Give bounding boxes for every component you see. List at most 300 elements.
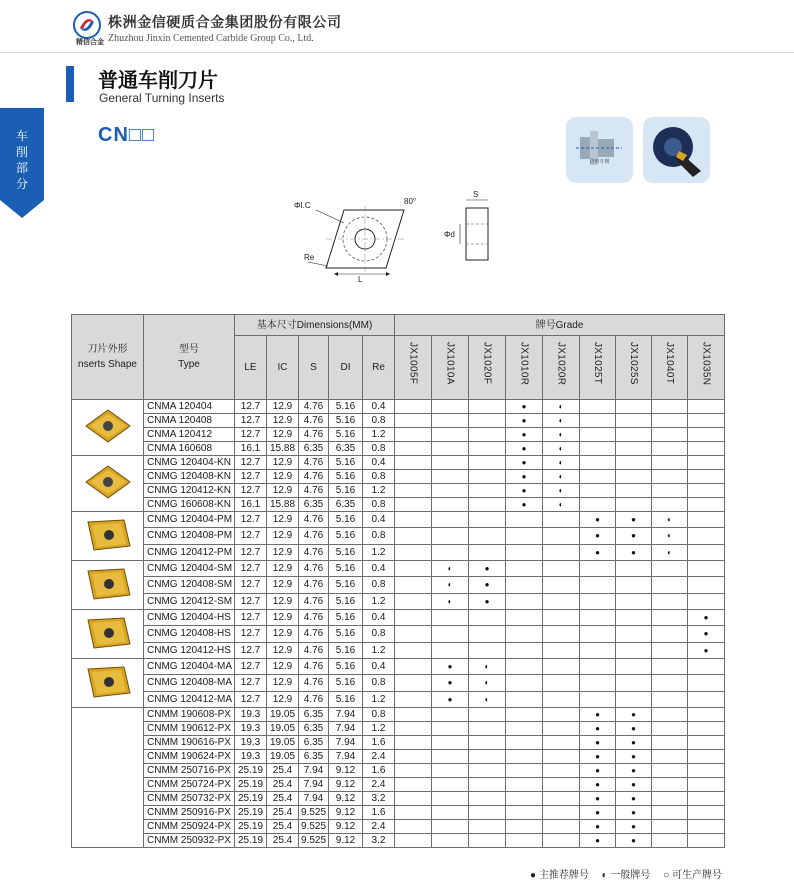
grade-mark-cell	[469, 610, 506, 626]
re-label: Re	[304, 253, 315, 262]
dimension-cell: 25.4	[267, 792, 299, 806]
grade-mark-cell	[395, 778, 432, 792]
dimension-cell: 5.16	[329, 577, 363, 593]
type-cell: CNMG 120404-MA	[144, 659, 235, 675]
dimension-cell: 5.16	[329, 428, 363, 442]
grade-mark-cell	[688, 792, 725, 806]
grade-mark-cell: ●	[616, 764, 652, 778]
grade-mark-cell: ●	[506, 456, 543, 470]
dimension-cell: 4.76	[299, 626, 329, 642]
dimension-cell: 12.9	[267, 456, 299, 470]
grade-mark-cell	[469, 442, 506, 456]
dimension-cell: 5.16	[329, 659, 363, 675]
dimension-cell: 12.7	[235, 691, 267, 707]
grade-mark-cell	[652, 428, 688, 442]
grade-mark-cell	[543, 626, 580, 642]
grade-mark-cell	[395, 675, 432, 691]
grade-mark-cell: ●	[506, 442, 543, 456]
dimension-cell: 12.7	[235, 400, 267, 414]
dimension-cell: 5.16	[329, 691, 363, 707]
tool-holder-illustration	[643, 117, 710, 183]
table-row	[72, 675, 725, 691]
type-cell: CNMM 250724-PX	[144, 778, 235, 792]
grade-mark-cell	[395, 834, 432, 848]
grade-mark-cell	[432, 750, 469, 764]
grade-mark-cell	[469, 498, 506, 512]
grade-mark-cell: ◐	[543, 400, 580, 414]
dimension-cell: 0.8	[363, 577, 395, 593]
grade-mark-cell	[395, 750, 432, 764]
dimension-cell: 12.9	[267, 561, 299, 577]
dimension-cell: 12.9	[267, 528, 299, 544]
grade-mark-cell	[652, 642, 688, 658]
section-side-tab-tip	[0, 200, 44, 218]
table-row	[72, 659, 725, 675]
grade-mark-cell	[616, 642, 652, 658]
dimension-cell: 5.16	[329, 400, 363, 414]
dimension-cell: 6.35	[299, 722, 329, 736]
grade-mark-cell	[543, 577, 580, 593]
page-title-en: General Turning Inserts	[99, 91, 225, 105]
grade-mark-cell	[688, 442, 725, 456]
grade-mark-cell	[580, 659, 616, 675]
grade-mark-cell: ●	[580, 792, 616, 806]
grade-mark-cell: ●	[506, 470, 543, 484]
dim-col-header: S	[299, 336, 329, 400]
dimension-cell: 4.76	[299, 400, 329, 414]
dimension-cell: 12.9	[267, 593, 299, 609]
grade-mark-cell	[432, 528, 469, 544]
dimension-cell: 1.2	[363, 544, 395, 560]
table-row	[72, 593, 725, 609]
legend-general: ◐ 一般牌号	[601, 870, 651, 881]
type-cell: CNMG 120404-KN	[144, 456, 235, 470]
grade-mark-cell	[688, 561, 725, 577]
grade-mark-cell	[616, 561, 652, 577]
grade-mark-cell	[580, 484, 616, 498]
dimension-cell: 6.35	[329, 498, 363, 512]
grade-mark-cell: ●	[688, 610, 725, 626]
grade-mark-cell	[469, 792, 506, 806]
grade-mark-cell	[616, 610, 652, 626]
dimension-cell: 1.2	[363, 593, 395, 609]
grade-mark-cell	[395, 722, 432, 736]
grade-mark-cell	[395, 400, 432, 414]
dimension-cell: 0.4	[363, 400, 395, 414]
grade-col-header: JX1005F	[395, 336, 432, 400]
dimension-cell: 12.7	[235, 484, 267, 498]
grade-mark-cell: ●	[616, 820, 652, 834]
insert-shape-image	[72, 561, 144, 610]
grade-mark-cell: ●	[506, 484, 543, 498]
type-cell: CNMM 250916-PX	[144, 806, 235, 820]
table-row	[72, 456, 725, 470]
type-cell: CNMG 120404-PM	[144, 512, 235, 528]
grade-mark-cell	[652, 414, 688, 428]
grade-mark-cell	[652, 484, 688, 498]
grade-mark-cell	[688, 736, 725, 750]
dimension-cell: 19.3	[235, 736, 267, 750]
grade-mark-cell	[506, 544, 543, 560]
table-row	[72, 778, 725, 792]
grade-mark-cell	[616, 659, 652, 675]
insert-shape-image	[72, 512, 144, 561]
dimension-cell: 25.19	[235, 792, 267, 806]
grade-mark-cell	[580, 577, 616, 593]
grade-mark-cell	[543, 561, 580, 577]
grade-mark-cell	[395, 806, 432, 820]
grade-col-header: JX1040T	[652, 336, 688, 400]
grade-mark-cell	[688, 400, 725, 414]
dimension-cell: 0.4	[363, 659, 395, 675]
dimension-cell: 5.16	[329, 593, 363, 609]
dimension-cell: 12.9	[267, 691, 299, 707]
dimension-cell: 4.76	[299, 610, 329, 626]
company-name-cn: 株洲金信硬质合金集团股份有限公司	[108, 14, 342, 30]
dimension-cell: 5.16	[329, 642, 363, 658]
grade-mark-cell	[506, 528, 543, 544]
grade-mark-cell	[652, 764, 688, 778]
dimensions-header: 基本尺寸Dimensions(MM)	[235, 315, 395, 336]
dimension-cell: 15.88	[267, 498, 299, 512]
dim-col-header: LE	[235, 336, 267, 400]
dimension-cell: 12.7	[235, 512, 267, 528]
dimension-cell: 19.3	[235, 722, 267, 736]
grade-mark-cell: ◐	[652, 528, 688, 544]
dimension-cell: 6.35	[299, 736, 329, 750]
dimension-cell: 12.9	[267, 659, 299, 675]
dimension-cell: 0.8	[363, 675, 395, 691]
dimension-cell: 4.76	[299, 456, 329, 470]
grade-mark-cell	[506, 659, 543, 675]
dimension-cell: 2.4	[363, 778, 395, 792]
grade-mark-cell	[652, 778, 688, 792]
grade-mark-cell	[506, 561, 543, 577]
grade-mark-cell	[395, 593, 432, 609]
grade-mark-cell	[580, 428, 616, 442]
grade-mark-cell	[652, 750, 688, 764]
dimension-cell: 25.19	[235, 820, 267, 834]
grade-mark-cell	[432, 736, 469, 750]
grade-mark-cell	[506, 722, 543, 736]
dimension-cell: 4.76	[299, 691, 329, 707]
grade-mark-cell	[688, 722, 725, 736]
grade-mark-cell: ●	[580, 708, 616, 722]
grade-mark-cell	[580, 442, 616, 456]
grade-mark-cell	[469, 764, 506, 778]
dimension-cell: 16.1	[235, 498, 267, 512]
dimension-cell: 1.2	[363, 428, 395, 442]
dimension-cell: 7.94	[329, 736, 363, 750]
grade-mark-cell	[616, 577, 652, 593]
grade-mark-cell	[688, 470, 725, 484]
dimension-cell: 12.7	[235, 414, 267, 428]
dimension-cell: 1.2	[363, 642, 395, 658]
grade-mark-cell	[652, 442, 688, 456]
grade-mark-cell: ●	[616, 750, 652, 764]
grade-mark-cell	[580, 456, 616, 470]
grade-mark-cell	[395, 498, 432, 512]
grade-mark-cell	[432, 456, 469, 470]
grade-mark-cell	[395, 456, 432, 470]
grade-mark-cell	[616, 626, 652, 642]
grade-mark-cell	[506, 764, 543, 778]
dimension-cell: 0.8	[363, 708, 395, 722]
grade-mark-cell	[506, 806, 543, 820]
dimension-cell: 12.9	[267, 610, 299, 626]
grade-mark-cell	[580, 610, 616, 626]
grade-mark-cell	[469, 626, 506, 642]
grade-mark-cell: ●	[616, 544, 652, 560]
grade-mark-cell	[506, 736, 543, 750]
grade-mark-cell	[395, 528, 432, 544]
type-cell: CNMM 250716-PX	[144, 764, 235, 778]
grade-mark-cell	[688, 544, 725, 560]
grade-mark-cell	[652, 708, 688, 722]
grade-mark-cell	[432, 512, 469, 528]
grade-mark-cell: ●	[616, 512, 652, 528]
table-row	[72, 792, 725, 806]
dimension-cell: 5.16	[329, 544, 363, 560]
dimension-cell: 5.16	[329, 561, 363, 577]
grade-mark-cell	[432, 764, 469, 778]
grade-mark-cell	[432, 544, 469, 560]
grade-col-header: JX1010A	[432, 336, 469, 400]
grade-mark-cell	[580, 498, 616, 512]
table-row	[72, 428, 725, 442]
dimension-cell: 12.7	[235, 610, 267, 626]
dimension-cell: 9.525	[299, 820, 329, 834]
table-row	[72, 577, 725, 593]
grade-mark-cell	[652, 561, 688, 577]
grade-mark-cell: ●	[432, 675, 469, 691]
grade-col-header: JX1025T	[580, 336, 616, 400]
grade-mark-cell	[652, 498, 688, 512]
grade-mark-cell	[688, 498, 725, 512]
grade-mark-cell	[469, 820, 506, 834]
dimension-cell: 1.2	[363, 484, 395, 498]
grade-mark-cell	[652, 691, 688, 707]
dimension-cell: 12.7	[235, 428, 267, 442]
grade-mark-cell	[616, 498, 652, 512]
grade-mark-cell: ●	[432, 659, 469, 675]
dimension-cell: 25.4	[267, 820, 299, 834]
dimension-cell: 5.16	[329, 626, 363, 642]
dimension-cell: 7.94	[329, 708, 363, 722]
grade-mark-cell: ●	[580, 834, 616, 848]
dimension-cell: 12.7	[235, 528, 267, 544]
table-row	[72, 400, 725, 414]
grade-mark-cell	[652, 456, 688, 470]
grade-mark-cell	[580, 642, 616, 658]
grade-mark-cell	[506, 675, 543, 691]
dimension-cell: 1.6	[363, 806, 395, 820]
grade-mark-cell	[580, 593, 616, 609]
dimension-cell: 9.12	[329, 806, 363, 820]
grade-mark-cell	[580, 400, 616, 414]
grade-mark-cell	[688, 806, 725, 820]
grade-mark-cell	[688, 691, 725, 707]
grade-mark-cell: ●	[580, 764, 616, 778]
dimension-cell: 4.76	[299, 659, 329, 675]
grade-mark-cell	[469, 722, 506, 736]
grade-mark-cell	[652, 577, 688, 593]
dimension-cell: 5.16	[329, 528, 363, 544]
grade-mark-cell	[506, 834, 543, 848]
grade-mark-cell	[543, 659, 580, 675]
dimension-cell: 12.9	[267, 675, 299, 691]
type-cell: CNMG 120408-SM	[144, 577, 235, 593]
grade-mark-cell: ◐	[432, 577, 469, 593]
grade-mark-cell: ◐	[469, 691, 506, 707]
grade-mark-cell	[543, 544, 580, 560]
grade-mark-cell	[432, 626, 469, 642]
type-cell: CNMM 250732-PX	[144, 792, 235, 806]
grade-mark-cell	[580, 675, 616, 691]
insert-shape-image	[72, 659, 144, 708]
grade-mark-cell: ◐	[652, 544, 688, 560]
dimension-cell: 12.9	[267, 626, 299, 642]
grade-mark-cell	[652, 610, 688, 626]
grade-mark-cell	[652, 400, 688, 414]
dimension-cell: 0.8	[363, 626, 395, 642]
grade-mark-cell	[543, 691, 580, 707]
dimension-cell: 1.6	[363, 764, 395, 778]
grade-mark-cell	[432, 708, 469, 722]
dimension-cell: 12.9	[267, 577, 299, 593]
table-row	[72, 806, 725, 820]
grade-mark-cell	[688, 414, 725, 428]
dim-col-header: DI	[329, 336, 363, 400]
grade-mark-cell	[543, 764, 580, 778]
grade-mark-cell	[469, 544, 506, 560]
grade-mark-cell	[616, 428, 652, 442]
type-cell: CNMA 120412	[144, 428, 235, 442]
grade-mark-cell	[652, 659, 688, 675]
dimension-cell: 12.9	[267, 414, 299, 428]
dimension-cell: 9.12	[329, 834, 363, 848]
grade-mark-cell: ●	[432, 691, 469, 707]
dimension-cell: 0.4	[363, 512, 395, 528]
dimension-cell: 0.8	[363, 414, 395, 428]
grade-mark-cell	[506, 750, 543, 764]
grade-mark-cell	[543, 528, 580, 544]
dimension-cell: 19.3	[235, 750, 267, 764]
grade-mark-cell	[652, 820, 688, 834]
dimension-cell: 0.8	[363, 498, 395, 512]
grade-mark-cell	[616, 675, 652, 691]
grade-mark-cell: ●	[469, 593, 506, 609]
grade-header: 牌号Grade	[395, 315, 725, 336]
dimension-cell: 12.7	[235, 456, 267, 470]
grade-mark-cell: ◐	[543, 428, 580, 442]
grade-mark-cell	[616, 442, 652, 456]
insert-top-view-drawing	[286, 188, 426, 284]
grade-mark-cell	[469, 428, 506, 442]
grade-mark-cell	[432, 414, 469, 428]
type-cell: CNMG 120408-PM	[144, 528, 235, 544]
dimension-cell: 6.35	[299, 750, 329, 764]
table-row	[72, 544, 725, 560]
dimension-cell: 19.05	[267, 708, 299, 722]
grade-mark-cell: ◐	[543, 456, 580, 470]
insert-shape-image	[72, 456, 144, 512]
grade-mark-cell	[580, 414, 616, 428]
legend	[520, 866, 722, 881]
dimension-cell: 12.9	[267, 484, 299, 498]
dim-col-header: Re	[363, 336, 395, 400]
ic-label: ΦI.C	[294, 201, 311, 210]
grade-mark-cell: ●	[580, 806, 616, 820]
dimension-cell: 12.7	[235, 544, 267, 560]
dimension-cell: 7.94	[299, 764, 329, 778]
table-row	[72, 642, 725, 658]
dimension-cell: 2.4	[363, 750, 395, 764]
grade-mark-cell	[688, 577, 725, 593]
grade-mark-cell: ●	[506, 400, 543, 414]
grade-mark-cell	[395, 820, 432, 834]
dimension-cell: 4.76	[299, 544, 329, 560]
grade-mark-cell	[469, 834, 506, 848]
dimension-cell: 5.16	[329, 470, 363, 484]
dimension-cell: 9.525	[299, 834, 329, 848]
grade-mark-cell	[395, 764, 432, 778]
dimension-cell: 12.7	[235, 659, 267, 675]
grade-mark-cell	[652, 834, 688, 848]
grade-mark-cell	[395, 470, 432, 484]
dimension-cell: 25.19	[235, 778, 267, 792]
grade-mark-cell	[688, 708, 725, 722]
company-name-en: Zhuzhou Jinxin Cemented Carbide Group Co., Ltd.	[108, 33, 314, 44]
grade-mark-cell: ◐	[543, 470, 580, 484]
type-cell: CNMG 120412-SM	[144, 593, 235, 609]
type-cell: CNMG 120408-KN	[144, 470, 235, 484]
dimension-cell: 0.4	[363, 561, 395, 577]
grade-mark-cell	[543, 820, 580, 834]
grade-mark-cell: ●	[469, 561, 506, 577]
grade-mark-cell: ●	[580, 750, 616, 764]
grade-mark-cell	[469, 456, 506, 470]
grade-mark-cell	[543, 792, 580, 806]
dimension-cell: 0.8	[363, 470, 395, 484]
grade-mark-cell	[395, 626, 432, 642]
table-row	[72, 561, 725, 577]
logo-text: 精信合金	[76, 38, 104, 46]
dimension-cell: 9.12	[329, 778, 363, 792]
grade-mark-cell	[395, 428, 432, 442]
grade-col-header: JX1035N	[688, 336, 725, 400]
series-code: CN□□	[98, 124, 156, 146]
grade-mark-cell: ◐	[543, 484, 580, 498]
insert-shape-image	[72, 400, 144, 456]
grade-mark-cell: ◐	[543, 414, 580, 428]
table-row	[72, 764, 725, 778]
grade-mark-cell: ◐	[543, 442, 580, 456]
shape-header: 刀片外形 nserts Shape	[72, 315, 144, 400]
grade-mark-cell	[543, 750, 580, 764]
grade-mark-cell	[469, 528, 506, 544]
dimension-cell: 5.16	[329, 610, 363, 626]
grade-mark-cell	[688, 428, 725, 442]
grade-mark-cell	[688, 750, 725, 764]
spec-table	[71, 314, 725, 848]
grade-mark-cell	[652, 675, 688, 691]
dim-col-header: IC	[267, 336, 299, 400]
insert-side-view-drawing	[436, 188, 506, 268]
angle-label: 80°	[404, 197, 417, 206]
grade-mark-cell	[543, 642, 580, 658]
grade-mark-cell	[432, 778, 469, 792]
